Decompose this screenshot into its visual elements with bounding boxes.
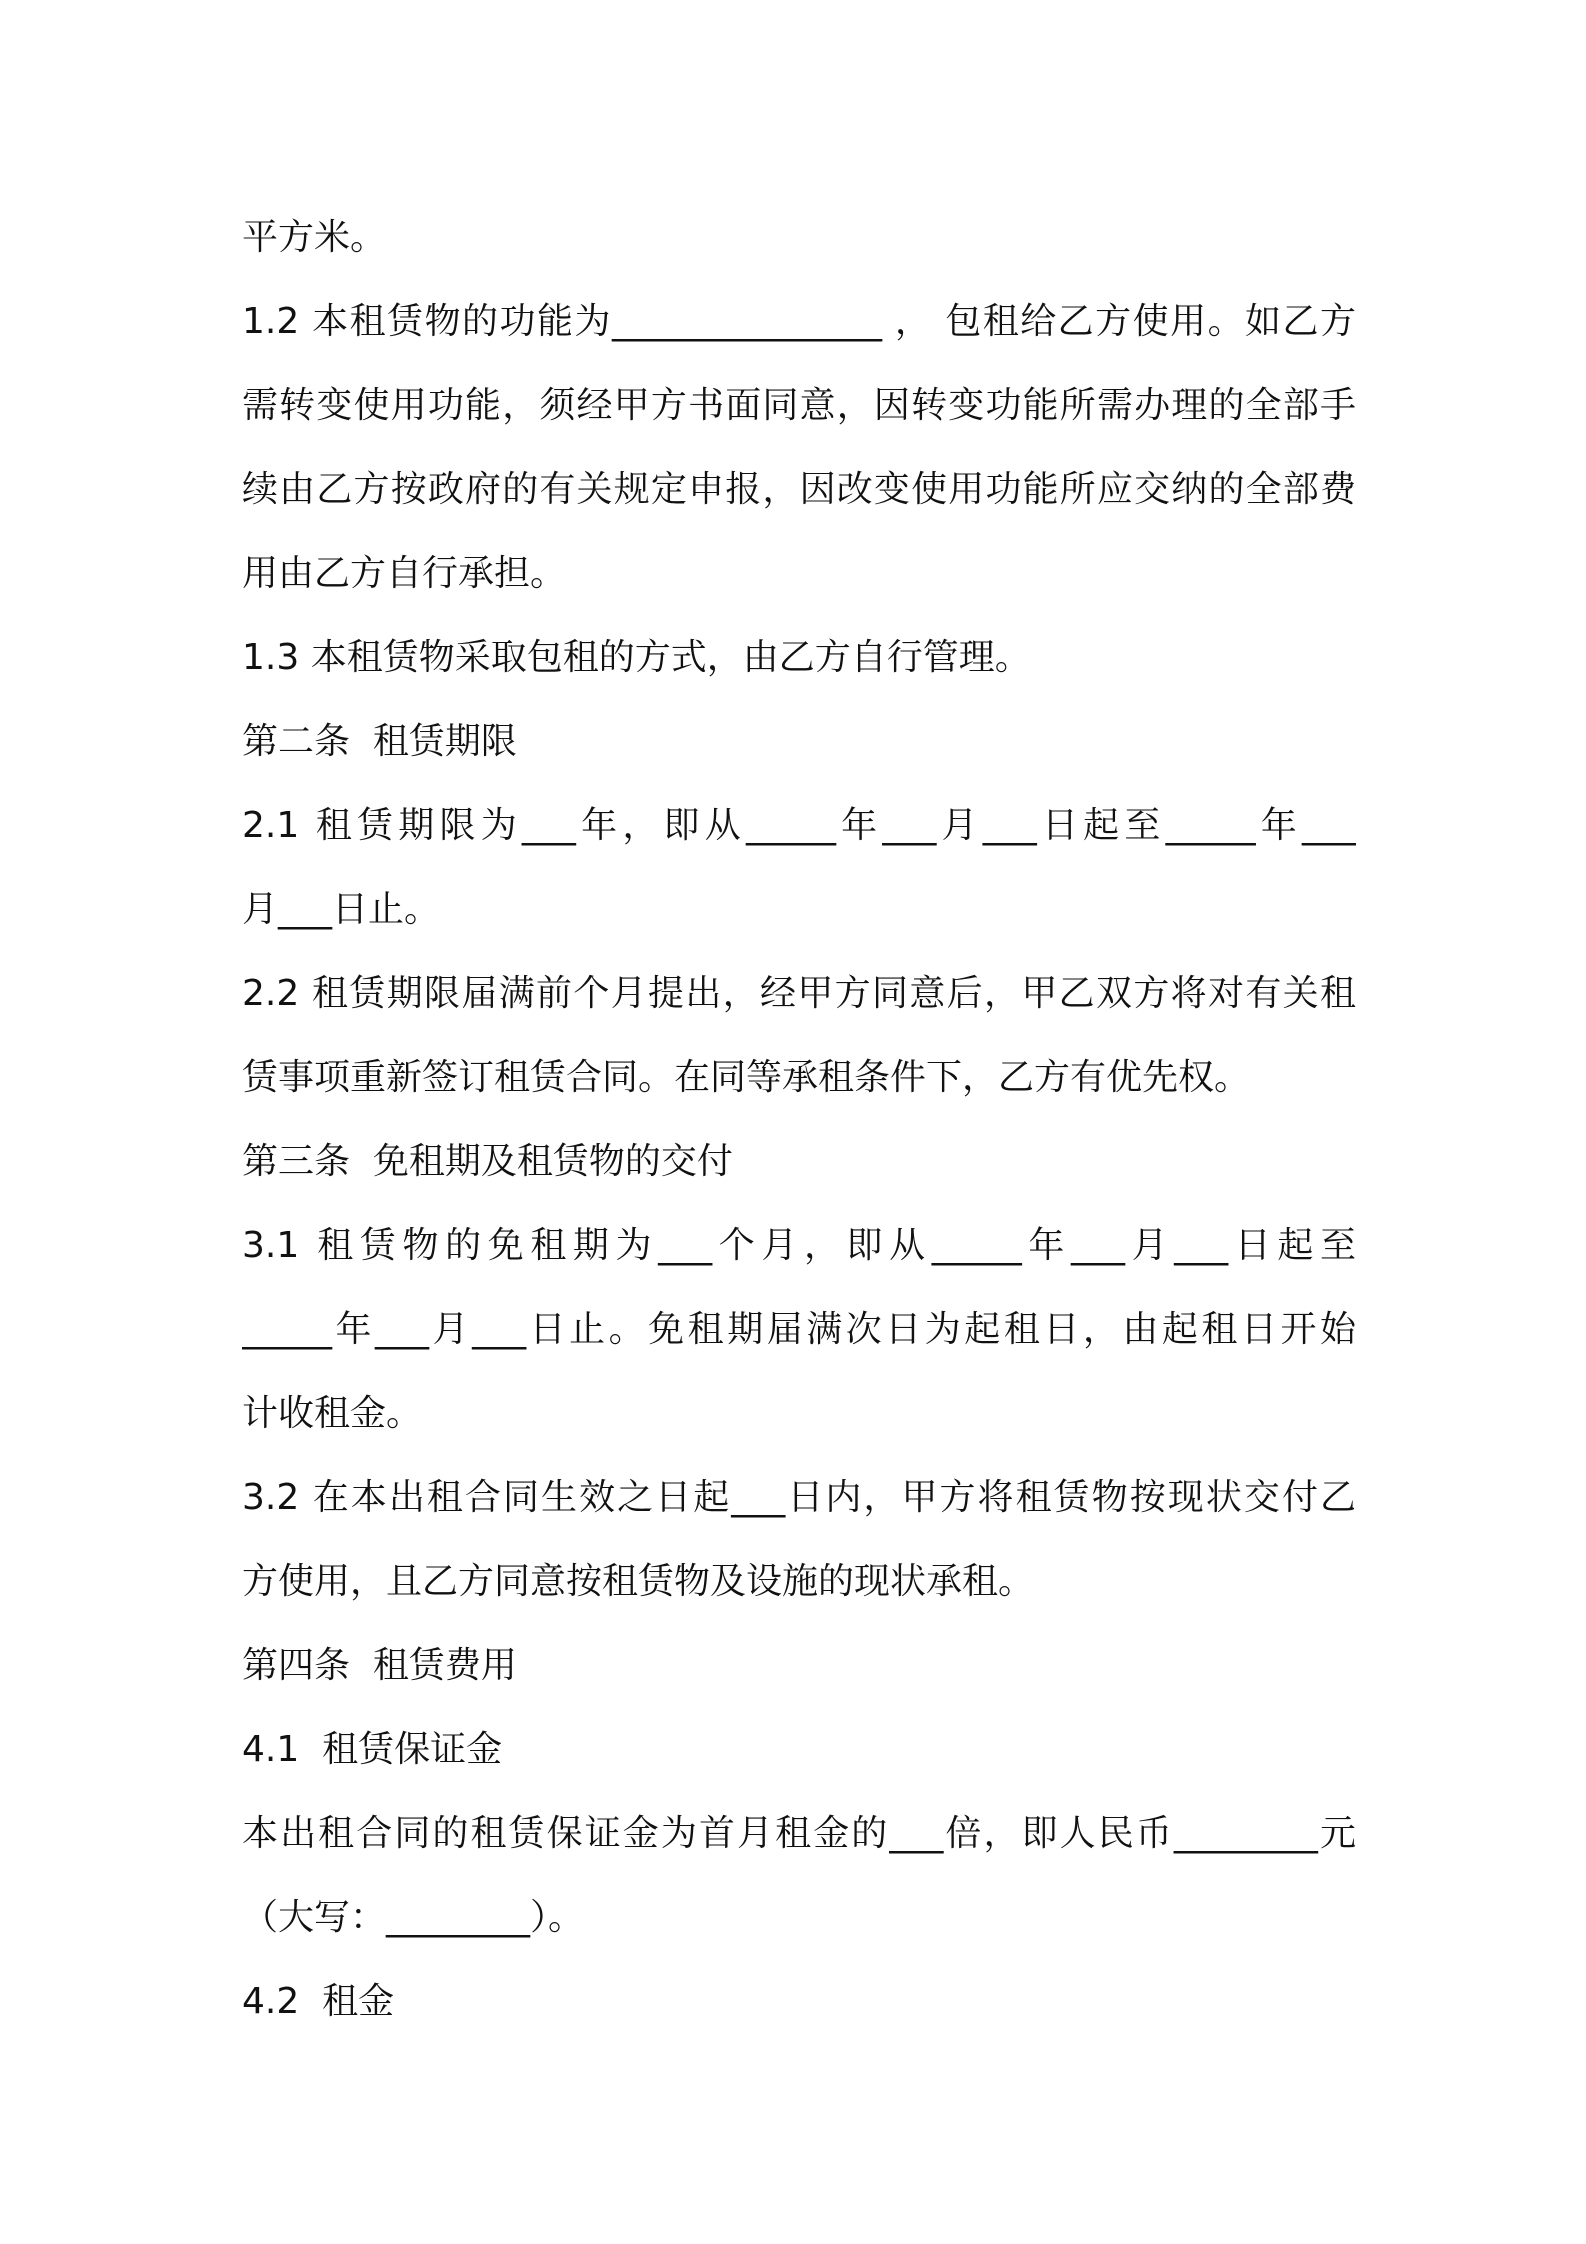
text-line: 赁事项重新签订租赁合同。在同等承租条件下，乙方有优先权。 [242,1057,1251,1098]
text-line: _____年___月___日止。免租期届满次日为起租日，由起租日开始 [242,1309,1356,1350]
clause-4-2-heading: 4.2 租金 [242,1981,395,2022]
section-heading-article-2: 第二条 租赁期限 [242,721,517,762]
text-line: 计收租金。 [242,1393,423,1434]
text-line: 用由乙方自行承担。 [242,553,567,594]
text-line: （大写：________）。 [242,1897,585,1938]
clause-1-2-line: 1.2 本租赁物的功能为_______________ ， 包租给乙方使用。如乙方 [242,301,1356,342]
clause-1-3-line: 1.3 本租赁物采取包租的方式，由乙方自行管理。 [242,637,1031,678]
text-line: 需转变使用功能，须经甲方书面同意，因转变功能所需办理的全部手 [242,385,1356,426]
text-line: 续由乙方按政府的有关规定申报，因改变使用功能所应交纳的全部费 [242,469,1356,510]
clause-3-2-line: 3.2 在本出租合同生效之日起___日内，甲方将租赁物按现状交付乙 [242,1477,1356,1518]
deposit-line: 本出租合同的租赁保证金为首月租金的___倍，即人民币________元 [242,1813,1356,1854]
text-line: 平方米。 [242,217,387,258]
document-body [242,196,1356,2044]
text-line: 月___日止。 [242,889,441,930]
section-heading-article-4: 第四条 租赁费用 [242,1645,517,1686]
clause-2-2-line: 2.2 租赁期限届满前个月提出，经甲方同意后，甲乙双方将对有关租 [242,973,1356,1014]
clause-3-1-line: 3.1 租赁物的免租期为___个月，即从_____年___月___日起至 [242,1225,1356,1266]
section-heading-article-3: 第三条 免租期及租赁物的交付 [242,1141,733,1182]
clause-4-1-heading: 4.1 租赁保证金 [242,1729,503,1770]
text-line: 方使用，且乙方同意按租赁物及设施的现状承租。 [242,1561,1035,1602]
clause-2-1-line: 2.1 租赁期限为___年，即从_____年___月___日起至_____年___ [242,805,1356,846]
